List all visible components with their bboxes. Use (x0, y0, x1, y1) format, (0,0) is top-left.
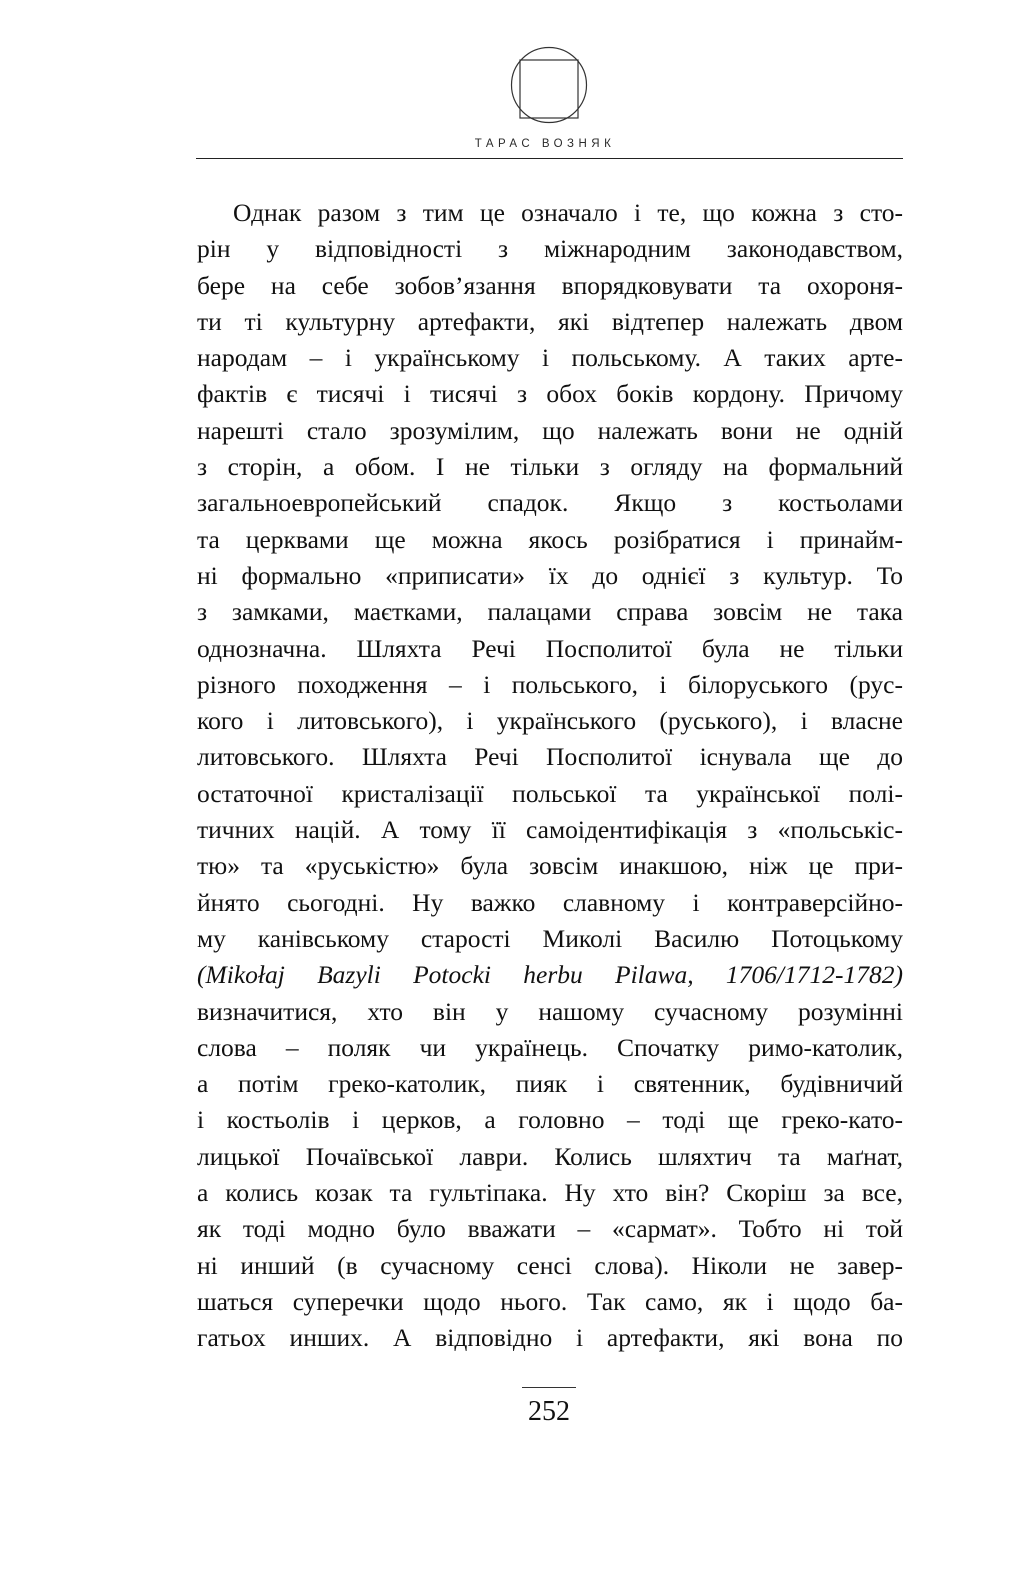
header-rule (196, 158, 903, 159)
text-line: остаточної кристалізації польської та української полі- (197, 778, 903, 808)
text-line: йнято сьогодні. Ну важко славному і контраверсійно- (197, 887, 903, 917)
text-line: нарешті стало зрозумілим, що належать вони не одній (197, 415, 903, 445)
text-line: тичних націй. А тому її самоідентифікація з «польськіс- (197, 815, 903, 845)
circle-square-emblem-icon (510, 46, 588, 124)
text-line: однозначна. Шляхта Речі Посполитої була не тільки (197, 633, 903, 663)
text-line: рін у відповідності з міжнародним законодавством, (197, 234, 903, 264)
text-line: та церквами ще можна якось розібратися і принайм- (197, 524, 903, 554)
text-line: шаться суперечки щодо нього. Так само, як і щодо ба- (197, 1286, 903, 1316)
text-line: му канівському старості Миколі Василю Потоцькому (197, 923, 903, 953)
text-line: ні инший (в сучасному сенсі слова). Ніколи не завер- (197, 1250, 903, 1280)
text-line: як тоді модно було вважати – «сармат». Тобто ні той (197, 1214, 903, 1244)
text-line: кого і литовського), і українського (руського), і власне (197, 706, 903, 736)
text-line: і костьолів і церков, а головно – тоді ще греко-като- (197, 1105, 903, 1135)
text-line: визначитися, хто він у нашому сучасному розумінні (197, 996, 903, 1026)
text-line-italic: (Mikołaj Bazyli Potocki herbu Pilawa, 1706/1712-1782) (197, 960, 903, 990)
text-line: з сторін, а обом. І не тільки з огляду на формальний (197, 452, 903, 482)
text-line: тю» та «руськістю» була зовсім инакшою, ніж це при- (197, 851, 903, 881)
text-line: фактів є тисячі і тисячі з обох боків кордону. Причому (197, 379, 903, 409)
text-line: народам – і українському і польському. А таких арте- (197, 343, 903, 373)
text-line: загальноевропейський спадок. Якщо з костьолами (197, 488, 903, 518)
text-line: слова – поляк чи українець. Спочатку римо-католик, (197, 1032, 903, 1062)
text-line: лицької Почаївської лаври. Колись шляхтич та маґнат, (197, 1141, 903, 1171)
text-line: з замками, маєтками, палацами справа зовсім не така (197, 597, 903, 627)
text-line: ти ті культурну артефакти, які відтепер належать двом (197, 306, 903, 336)
text-line: гатьох инших. А відповідно і артефакти, які вона по (197, 1323, 903, 1353)
text-line: Однак разом з тим це означало і те, що кожна з сто- (233, 198, 903, 227)
text-line: а потім греко-католик, пияк і святенник, будівничий (197, 1069, 903, 1099)
text-line: литовського. Шляхта Речі Посполитої існувала ще до (197, 742, 903, 772)
page-number: 252 (528, 1396, 570, 1427)
page-number-rule (522, 1387, 576, 1388)
running-header-author: ТАРАС ВОЗНЯК (474, 138, 616, 150)
text-line: різного походження – і польського, і білоруського (рус- (197, 669, 903, 699)
body-text (197, 195, 903, 1357)
text-line: бере на себе зобов’язання впорядковувати та охороня- (197, 270, 903, 300)
text-line: ні формально «приписати» їх до однієї з культур. То (197, 560, 903, 590)
text-line: а колись козак та гультіпака. Ну хто він? Скоріш за все, (197, 1178, 903, 1208)
